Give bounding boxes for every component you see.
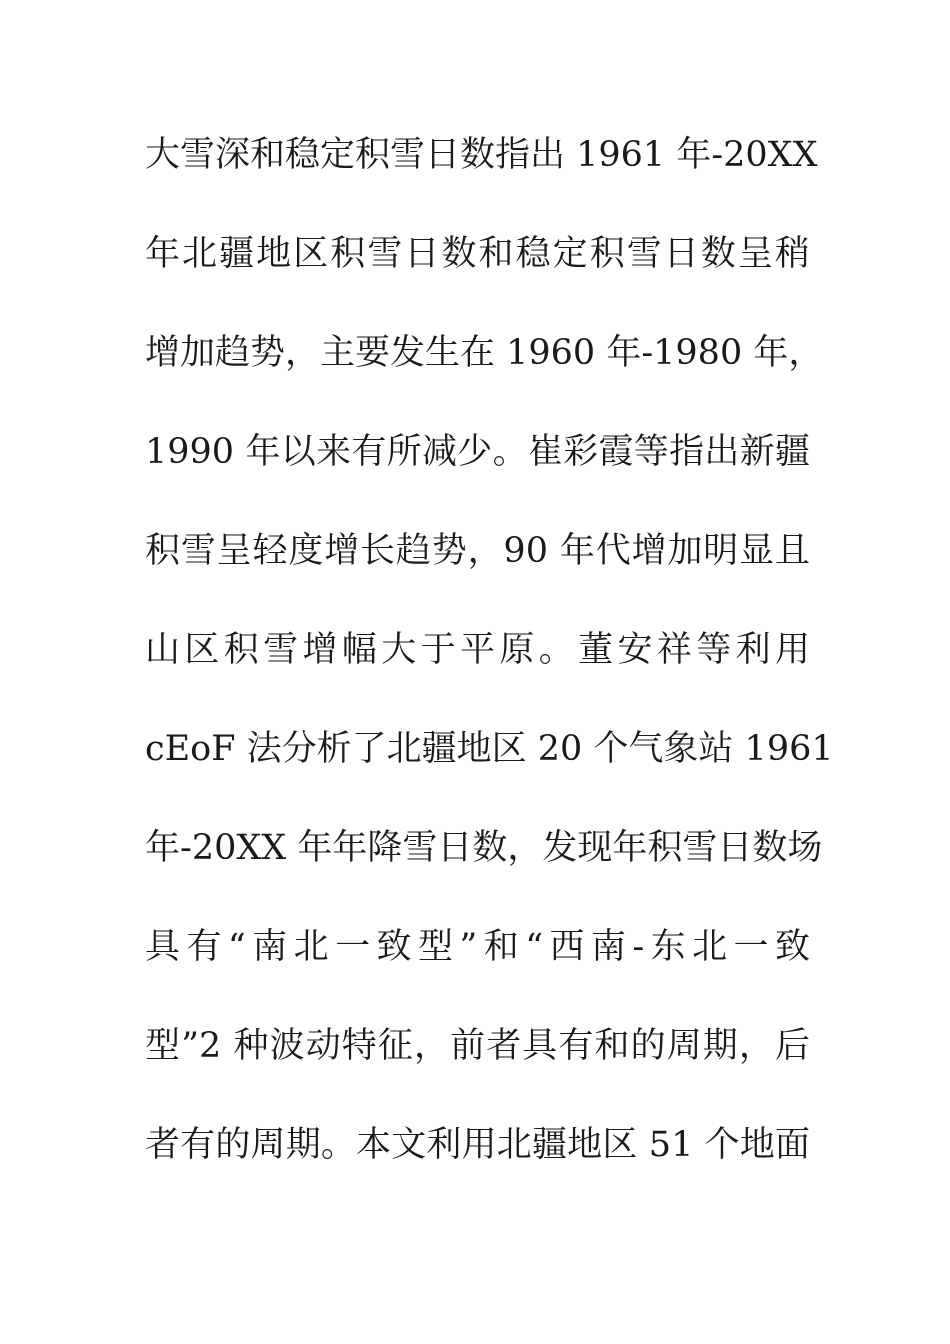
text-line-3: 增加趋势，主要发生在 1960 年-1980 年， (145, 333, 824, 373)
text-line-1: 大雪深和稳定积雪日数指出 1961 年-20XX (145, 135, 818, 175)
text-line-10: 型”2 种波动特征，前者具有和的周期，后 (145, 1026, 810, 1066)
text-line-7: cEoF 法分析了北疆地区 20 个气象站 1961 (145, 729, 834, 769)
text-line-11: 者有的周期。本文利用北疆地区 51 个地面 (145, 1125, 810, 1165)
text-line-8: 年-20XX 年年降雪日数，发现年积雪日数场 (145, 828, 823, 868)
body-text (145, 126, 834, 1215)
text-line-6: 山区积雪增幅大于平原。董安祥等利用 (145, 630, 810, 670)
text-line-9: 具有“南北一致型”和“西南-东北一致 (145, 927, 810, 967)
text-line-2: 年北疆地区积雪日数和稳定积雪日数呈稍 (145, 234, 810, 274)
text-line-5: 积雪呈轻度增长趋势，90 年代增加明显且 (145, 531, 810, 571)
text-line-4: 1990 年以来有所减少。崔彩霞等指出新疆 (145, 432, 810, 472)
